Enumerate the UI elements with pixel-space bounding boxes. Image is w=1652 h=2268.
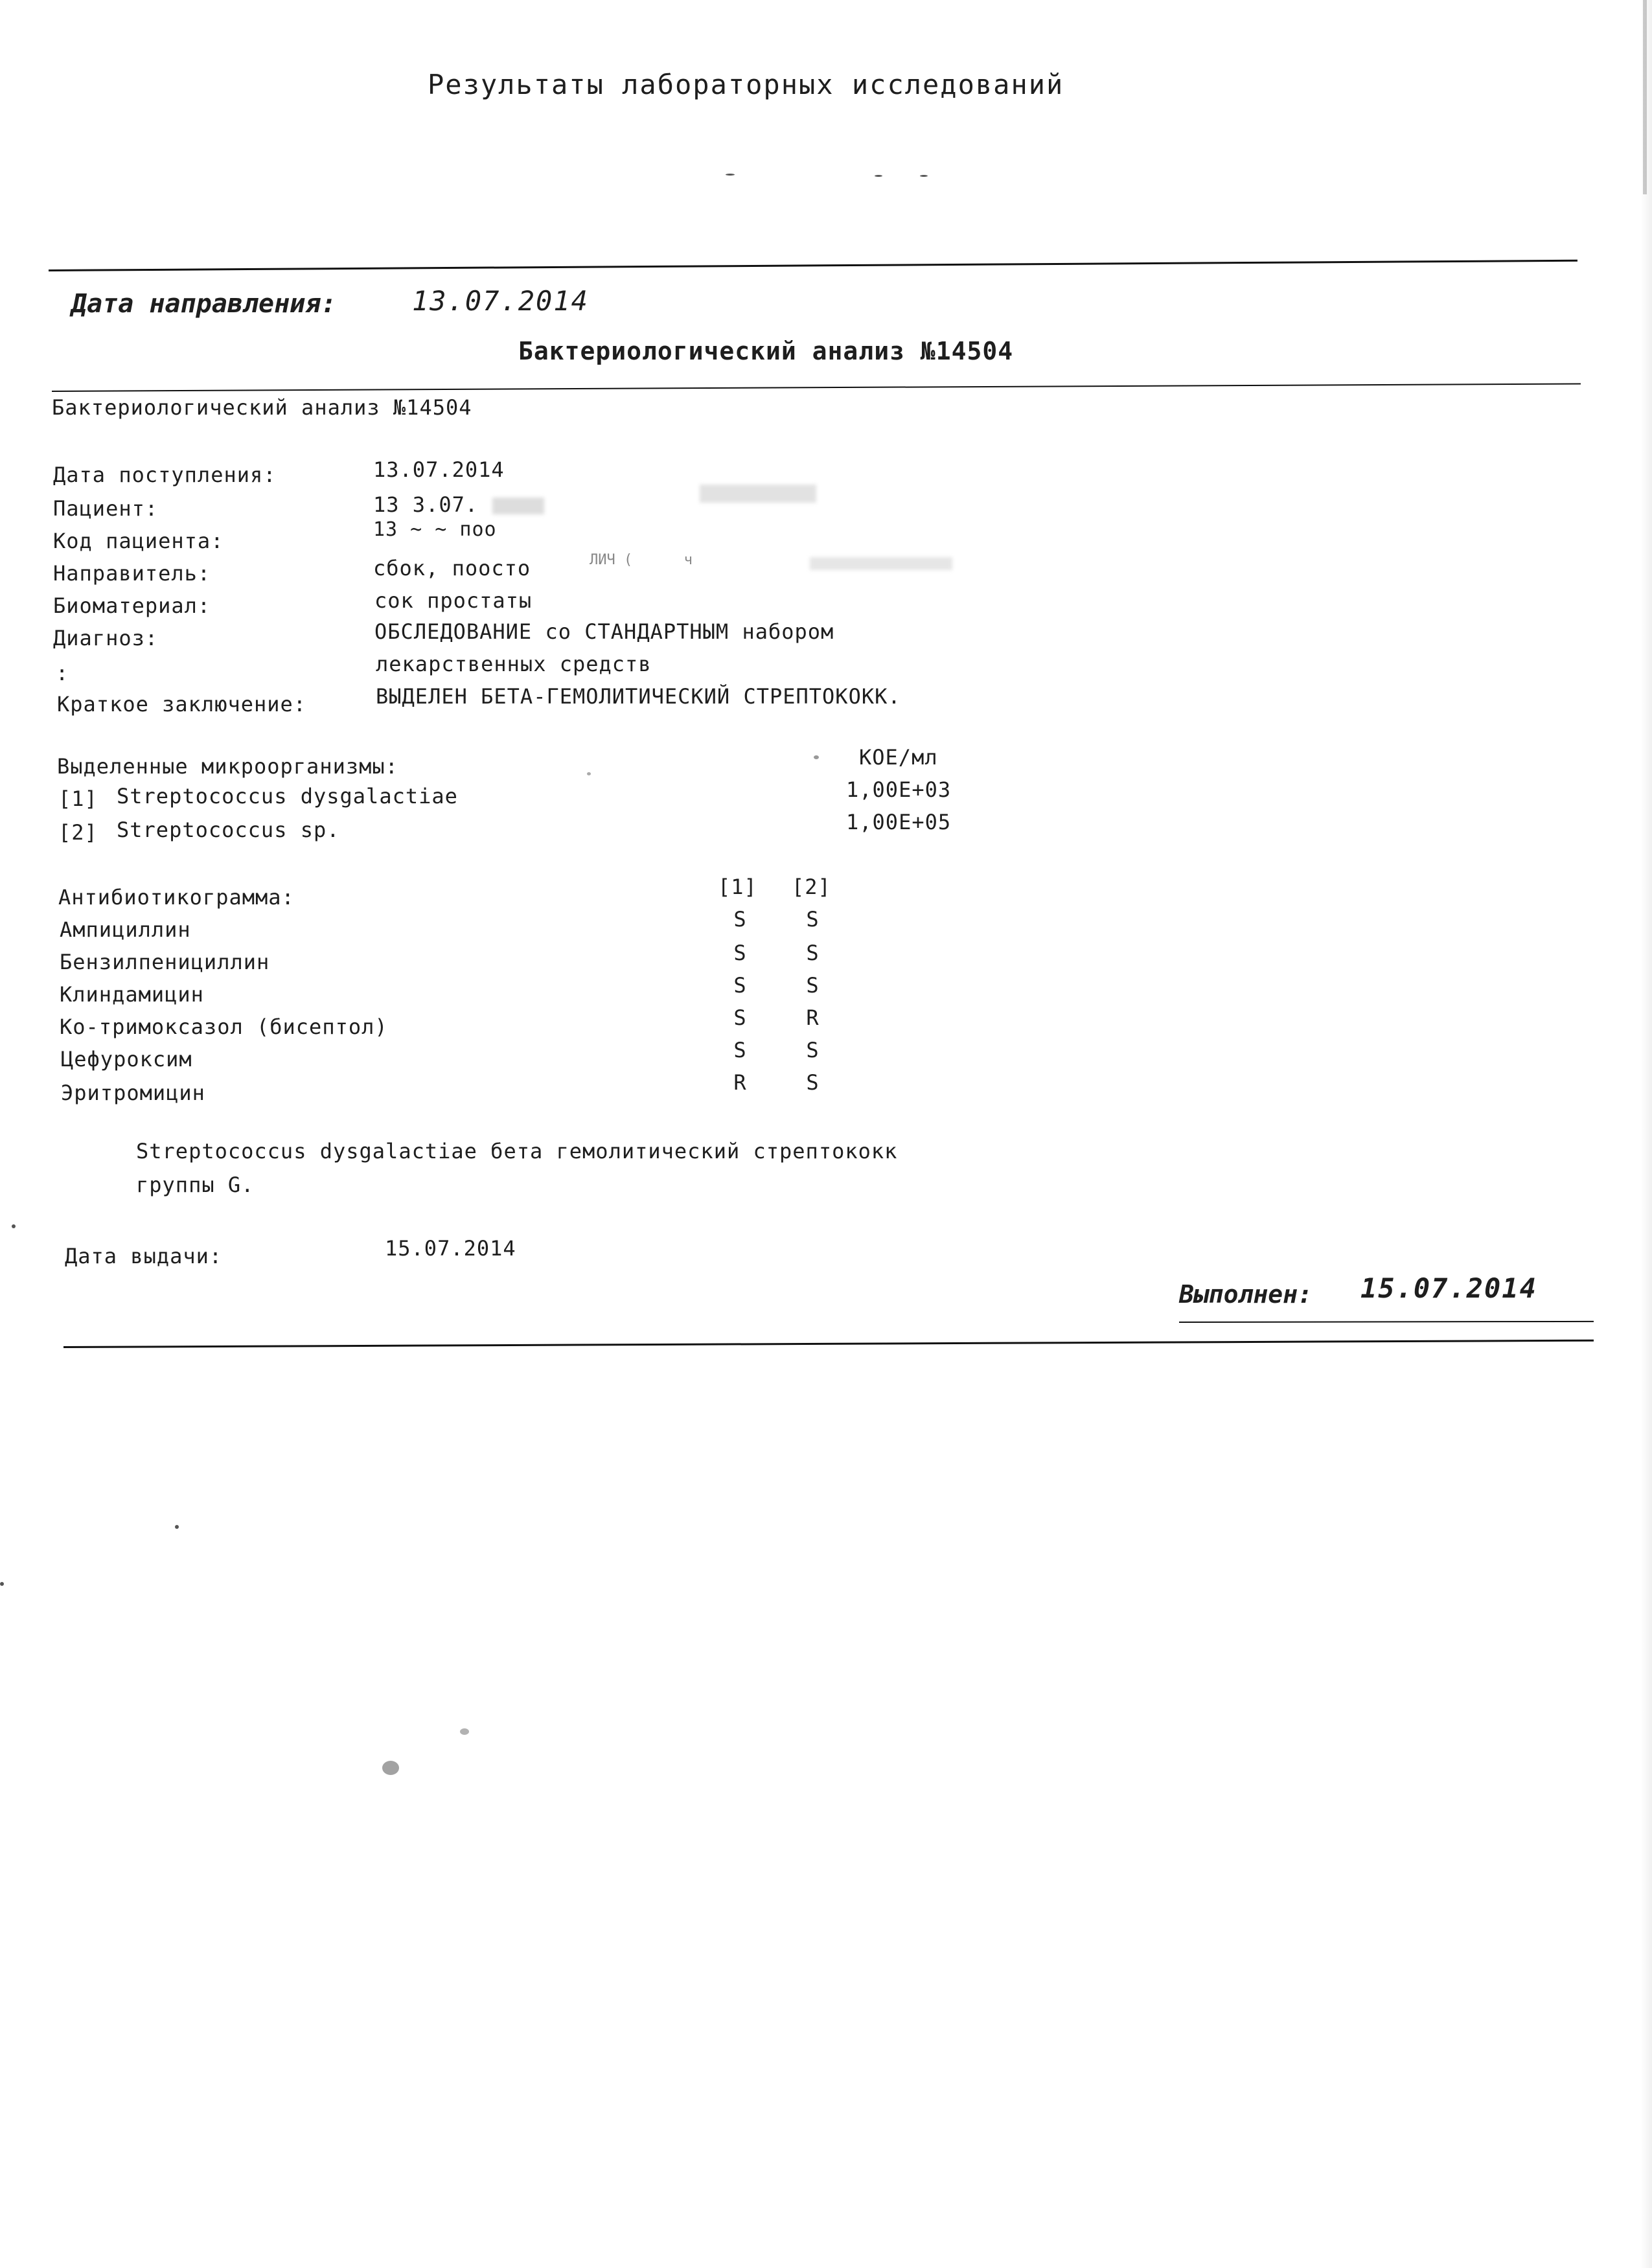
microorganisms-label: Выделенные микроорганизмы: (57, 754, 398, 779)
heading-rule (52, 383, 1581, 392)
scan-speck (920, 175, 928, 177)
antibiogram-col-1: [1] (718, 875, 757, 899)
drug-result-2: R (806, 1005, 819, 1030)
drug-result-2: S (806, 941, 819, 965)
referrer-obscured-tail: ЛИЧ ( ч (590, 552, 693, 568)
field-label-patient-code: Код пациента: (53, 529, 224, 553)
scan-speck (175, 1525, 179, 1529)
antibiogram-col-2: [2] (792, 875, 831, 899)
referral-date-label: Дата направления: (71, 289, 337, 319)
scan-speck (814, 755, 819, 759)
redacted-patient (492, 498, 544, 514)
field-label-patient: Пациент: (53, 496, 159, 521)
field-label-diagnosis-cont: : (56, 661, 69, 685)
field-value-patient: 13 3.07. (373, 492, 479, 517)
completed-label: Выполнен: (1179, 1280, 1313, 1309)
cfu-header: КОЕ/мл (859, 745, 938, 770)
drug-result-1: S (733, 907, 746, 932)
field-value-biomaterial: сок простаты (374, 588, 533, 613)
drug-result-1: S (733, 941, 746, 965)
scan-speck (12, 1224, 16, 1228)
drug-name: Клиндамицин (60, 982, 204, 1007)
analysis-subheading: Бактериологический анализ №14504 (52, 395, 472, 420)
issue-date: 15.07.2014 (385, 1236, 516, 1261)
scan-blot (382, 1761, 399, 1775)
bottom-rule (63, 1340, 1594, 1348)
scan-speck (0, 1582, 4, 1586)
field-label-referrer: Направитель: (53, 561, 211, 586)
page-title: Результаты лабораторных исследований (428, 69, 1064, 100)
drug-name: Ампициллин (60, 917, 191, 942)
drug-result-2: S (806, 1038, 819, 1062)
drug-name: Бензилпенициллин (60, 950, 270, 974)
drug-name: Ко-тримоксазол (бисептол) (60, 1014, 388, 1039)
issue-date-label: Дата выдачи: (65, 1244, 223, 1268)
field-value-diagnosis-cont: лекарственных средств (376, 652, 652, 676)
scan-speck (726, 174, 735, 176)
micro-name-2: Streptococcus sp. (117, 818, 340, 842)
micro-value-1: 1,00E+03 (846, 777, 952, 802)
drug-result-2: S (806, 973, 819, 998)
completed-rule (1179, 1321, 1594, 1323)
field-value-referrer: сбок, поосто (373, 556, 531, 580)
field-label-conclusion: Краткое заключение: (57, 692, 307, 716)
drug-result-2: S (806, 907, 819, 932)
top-rule (49, 260, 1577, 271)
completed-date: 15.07.2014 (1360, 1272, 1537, 1304)
antibiogram-label: Антибиотикограмма: (58, 885, 295, 910)
scan-blot (460, 1728, 469, 1735)
drug-name: Цефуроксим (61, 1047, 192, 1071)
field-value-diagnosis: ОБСЛЕДОВАНИЕ со СТАНДАРТНЫМ набором (374, 619, 834, 644)
redacted-patient-tail (700, 485, 816, 503)
drug-result-1: R (733, 1070, 746, 1095)
field-value-received: 13.07.2014 (373, 457, 505, 482)
drug-result-1: S (733, 1038, 746, 1062)
drug-result-1: S (733, 973, 746, 998)
micro-name-1: Streptococcus dysgalactiae (117, 784, 458, 808)
redacted-referrer (810, 557, 952, 570)
page-edge-shadow (1640, 0, 1652, 2268)
micro-value-2: 1,00E+05 (846, 810, 952, 834)
scan-speck (587, 772, 591, 775)
micro-index-2: [2] (58, 820, 98, 845)
note-line-2: группы G. (136, 1173, 255, 1197)
referral-date: 13.07.2014 (412, 285, 589, 317)
field-label-received: Дата поступления: (53, 463, 277, 487)
micro-index-1: [1] (58, 786, 98, 811)
field-label-biomaterial: Биоматериал: (53, 593, 211, 618)
field-label-diagnosis: Диагноз: (53, 626, 159, 650)
scan-speck (875, 175, 882, 177)
analysis-heading: Бактериологический анализ №14504 (518, 337, 1014, 365)
drug-result-2: S (806, 1070, 819, 1095)
drug-name: Эритромицин (61, 1081, 205, 1105)
field-value-conclusion: ВЫДЕЛЕН БЕТА-ГЕМОЛИТИЧЕСКИЙ СТРЕПТОКОКК. (376, 684, 901, 709)
note-line-1: Streptococcus dysgalactiae бета гемолитический стрептококк (136, 1139, 898, 1163)
drug-result-1: S (733, 1005, 746, 1030)
field-value-patient-code: 13 ~ ~ поо (373, 518, 497, 541)
